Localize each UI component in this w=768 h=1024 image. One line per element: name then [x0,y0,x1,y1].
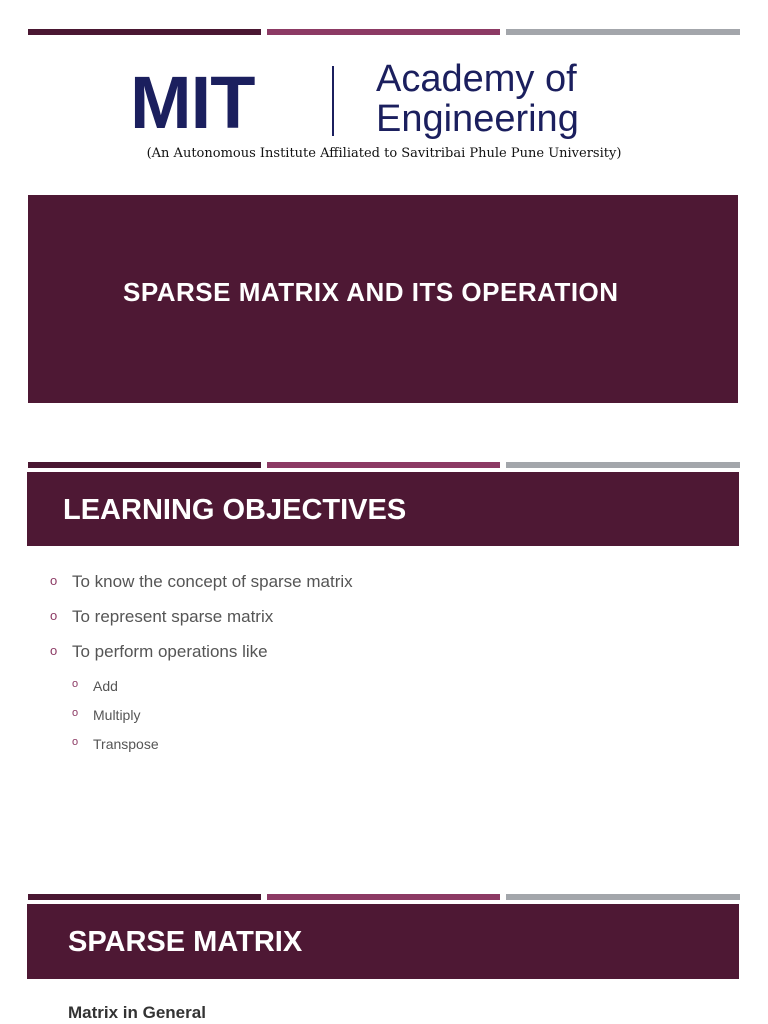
accent-bar-pink [267,894,500,900]
accent-bar-pink [267,29,500,35]
slide-title: SPARSE MATRIX AND ITS OPERATION [123,277,619,307]
logo-mit-text: MIT [130,61,255,144]
objective-text: To perform operations like [72,642,268,661]
logo-separator [332,66,334,136]
institute-tagline: (An Autonomous Institute Affiliated to Savitribai Phule Pune University) [146,146,622,161]
operation-text: Add [93,678,118,694]
institute-logo [130,58,630,144]
sparse-matrix-header [27,904,739,979]
logo-academy-text: Academy of [376,58,577,100]
objectives-header [27,472,739,546]
accent-bar-pink [267,462,500,468]
bullet-icon: o [72,736,79,748]
objectives-heading: LEARNING OBJECTIVES [63,494,407,526]
accent-bar-maroon [28,462,261,468]
accent-bar-gray [506,894,740,900]
operation-text: Transpose [93,736,159,752]
objective-text: To represent sparse matrix [72,607,274,626]
section-accent-bars [28,894,740,900]
accent-bar-gray [506,29,740,35]
bullet-icon: o [50,608,58,623]
accent-bar-gray [506,462,740,468]
top-accent-bars [28,29,740,35]
title-banner [28,195,738,403]
bullet-icon: o [72,707,79,719]
sparse-matrix-heading: SPARSE MATRIX [68,926,303,958]
bullet-icon: o [72,678,79,690]
bullet-icon: o [50,573,58,588]
section-accent-bars [28,462,740,468]
accent-bar-maroon [28,894,261,900]
accent-bar-maroon [28,29,261,35]
logo-engineering-text: Engineering [376,98,579,140]
matrix-subheading: Matrix in General [68,1003,206,1022]
objective-text: To know the concept of sparse matrix [72,572,353,591]
operation-text: Multiply [93,707,141,723]
bullet-icon: o [50,643,58,658]
